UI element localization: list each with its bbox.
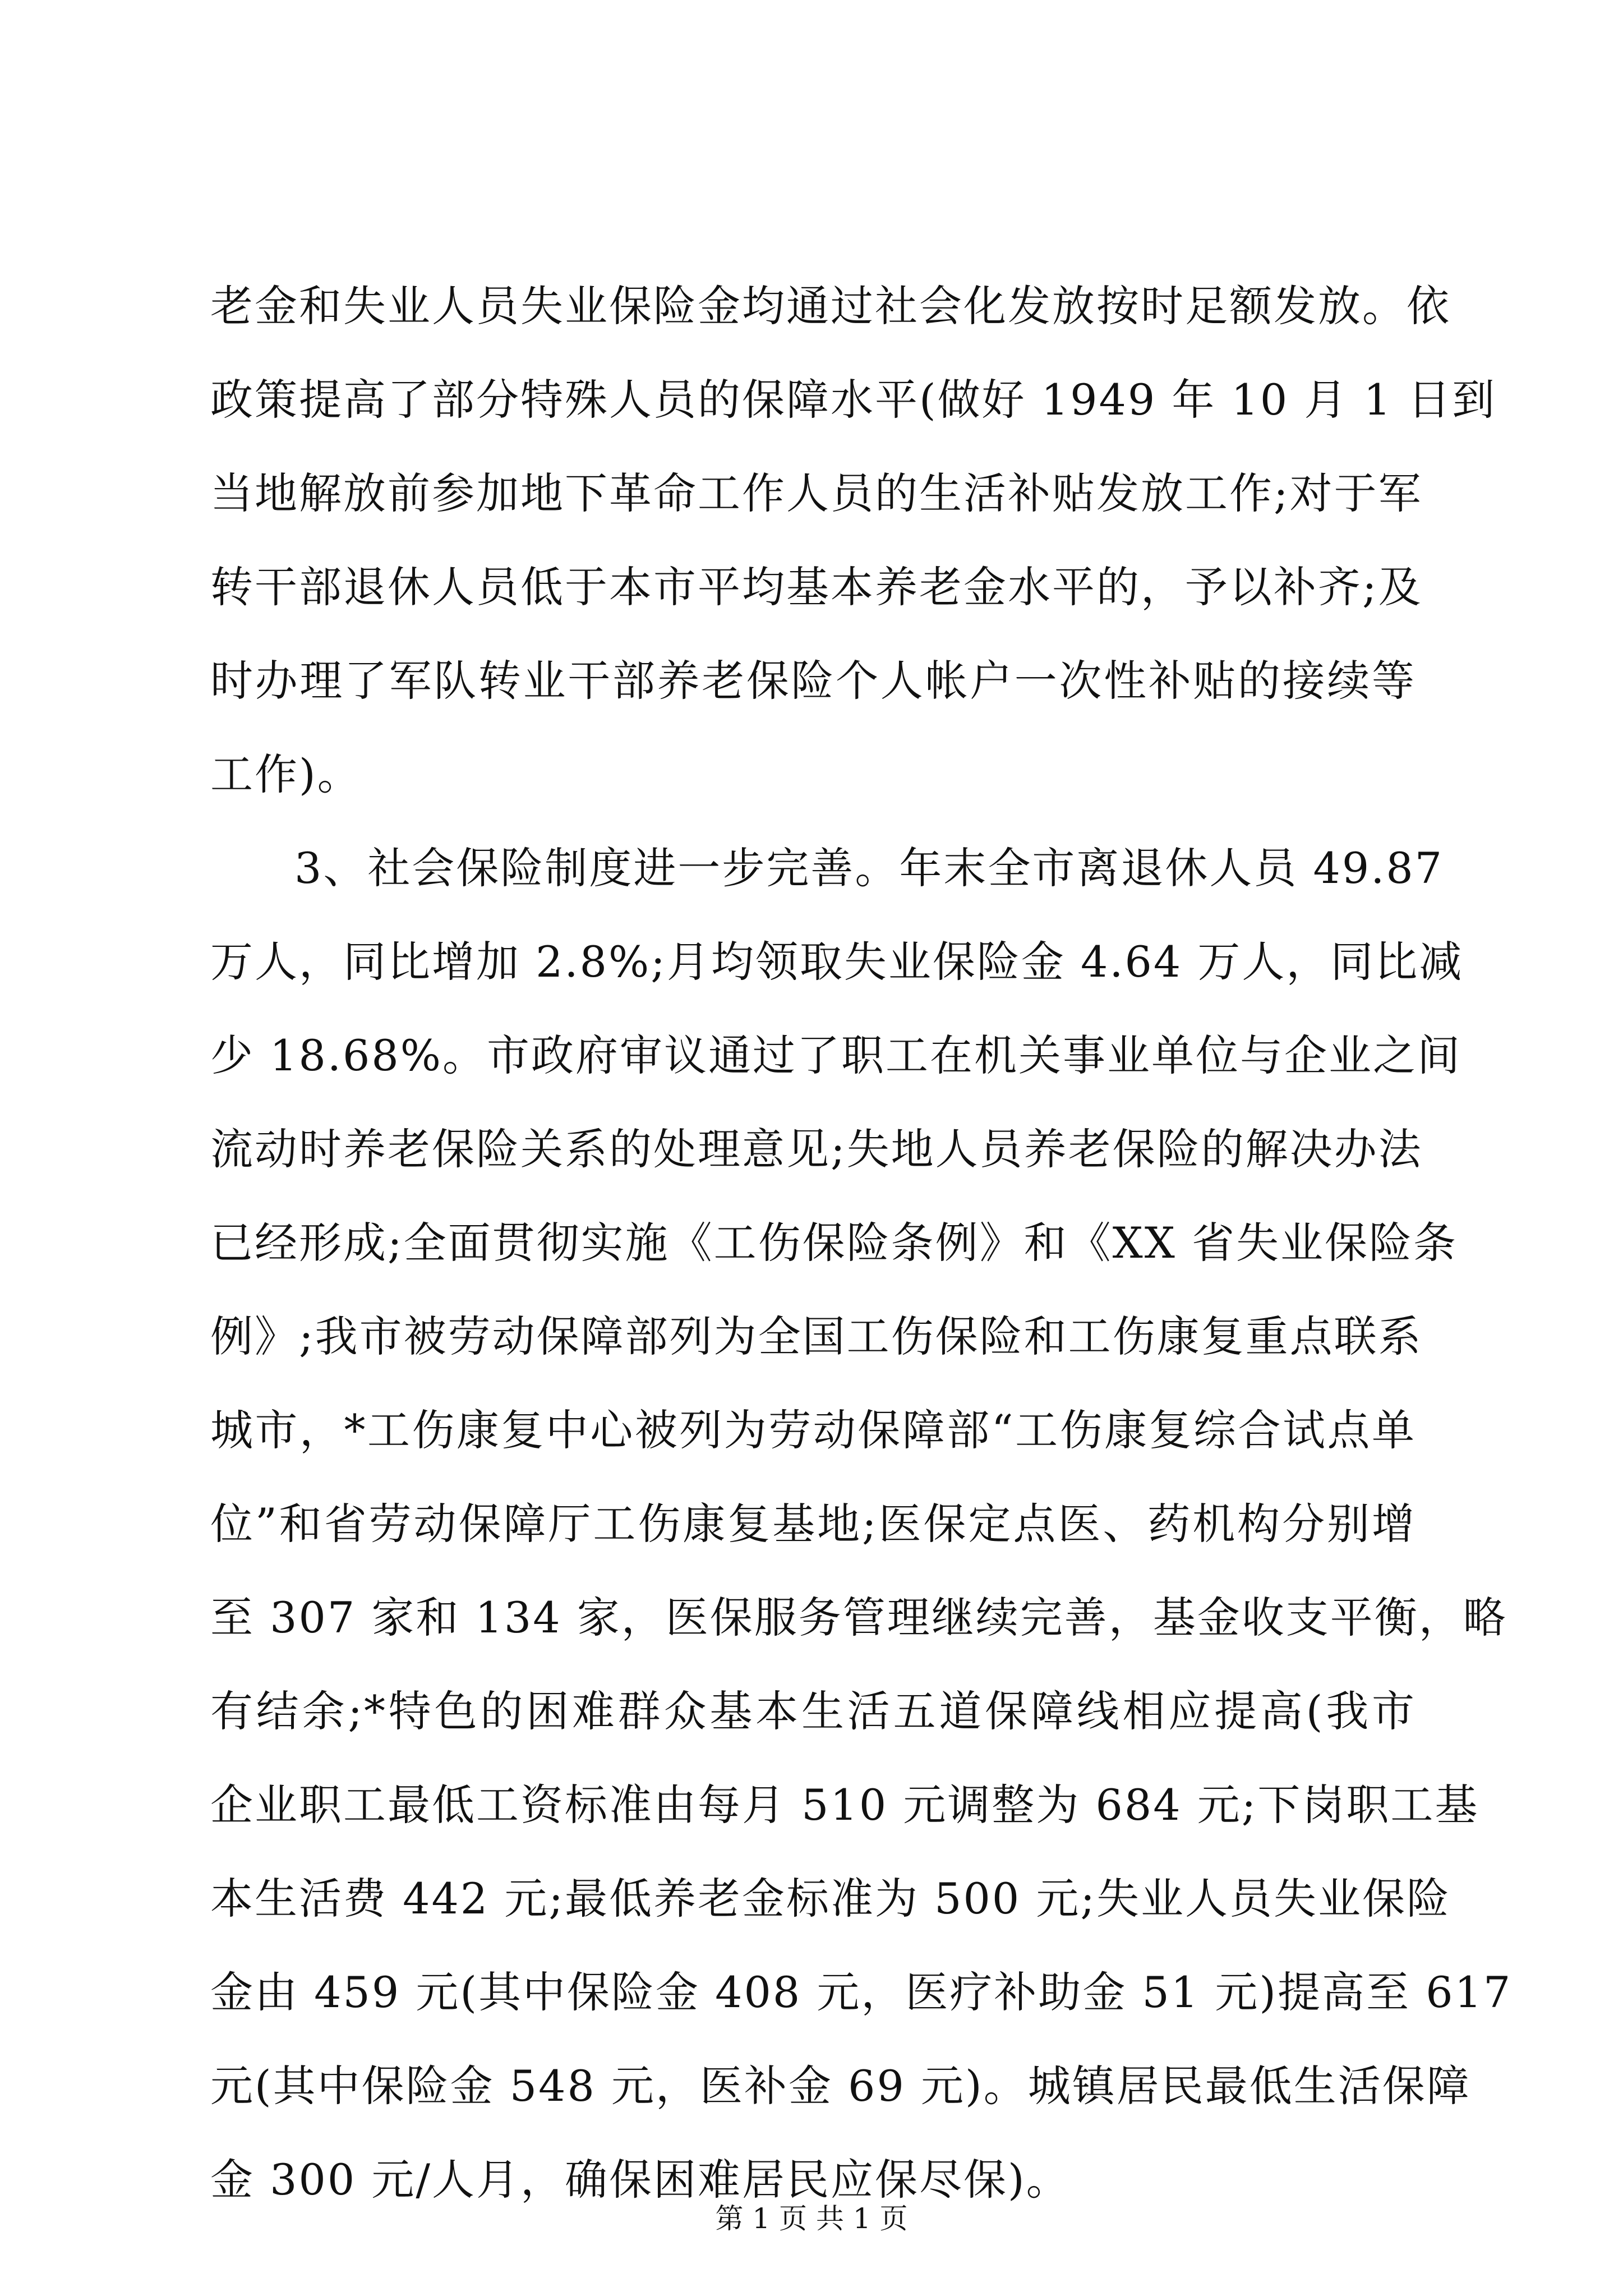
text-line: 政策提高了部分特殊人员的保障水平(做好 1949 年 10 月 1 日到 <box>210 375 1497 425</box>
text-line: 少 18.68%。市政府审议通过了职工在机关事业单位与企业之间 <box>210 1030 1461 1080</box>
text-line: 企业职工最低工资标准由每月 510 元调整为 684 元;下岗职工基 <box>210 1780 1479 1830</box>
text-line: 本生活费 442 元;最低养老金标准为 500 元;失业人员失业保险 <box>210 1874 1451 1924</box>
text-line: 3、社会保险制度进一步完善。年末全市离退休人员 49.87 <box>294 843 1444 893</box>
text-line: 万人，同比增加 2.8%;月均领取失业保险金 4.64 万人，同比减 <box>210 937 1464 987</box>
body-text <box>210 259 1513 2226</box>
text-line: 老金和失业人员失业保险金均通过社会化发放按时足额发放。依 <box>210 281 1451 331</box>
text-line: 金由 459 元(其中保险金 408 元，医疗补助金 51 元)提高至 617 <box>210 1967 1513 2017</box>
text-line: 当地解放前参加地下革命工作人员的生活补贴发放工作;对于军 <box>210 468 1423 518</box>
text-line: 例》;我市被劳动保障部列为全国工伤保险和工伤康复重点联系 <box>210 1312 1423 1361</box>
text-line: 流动时养老保险关系的处理意见;失地人员养老保险的解决办法 <box>210 1124 1423 1174</box>
text-line: 转干部退休人员低于本市平均基本养老金水平的，予以补齐;及 <box>210 562 1423 612</box>
text-line: 有结余;*特色的困难群众基本生活五道保障线相应提高(我市 <box>210 1686 1416 1736</box>
page-number: 第 1 页 共 1 页 <box>715 2202 908 2235</box>
text-line: 元(其中保险金 548 元，医补金 69 元)。城镇居民最低生活保障 <box>210 2061 1471 2111</box>
text-line: 位”和省劳动保障厅工伤康复基地;医保定点医、药机构分别增 <box>210 1499 1416 1549</box>
text-line: 已经形成;全面贯彻实施《工伤保险条例》和《XX 省失业保险条 <box>210 1218 1458 1268</box>
text-line: 时办理了军队转业干部养老保险个人帐户一次性补贴的接续等 <box>210 656 1416 706</box>
text-line: 工作)。 <box>210 749 362 799</box>
text-line: 城市，*工伤康复中心被列为劳动保障部“工伤康复综合试点单 <box>210 1405 1416 1455</box>
text-line: 金 300 元/人月，确保困难居民应保尽保)。 <box>210 2155 1071 2205</box>
text-line: 至 307 家和 134 家，医保服务管理继续完善，基金收支平衡，略 <box>210 1593 1507 1642</box>
